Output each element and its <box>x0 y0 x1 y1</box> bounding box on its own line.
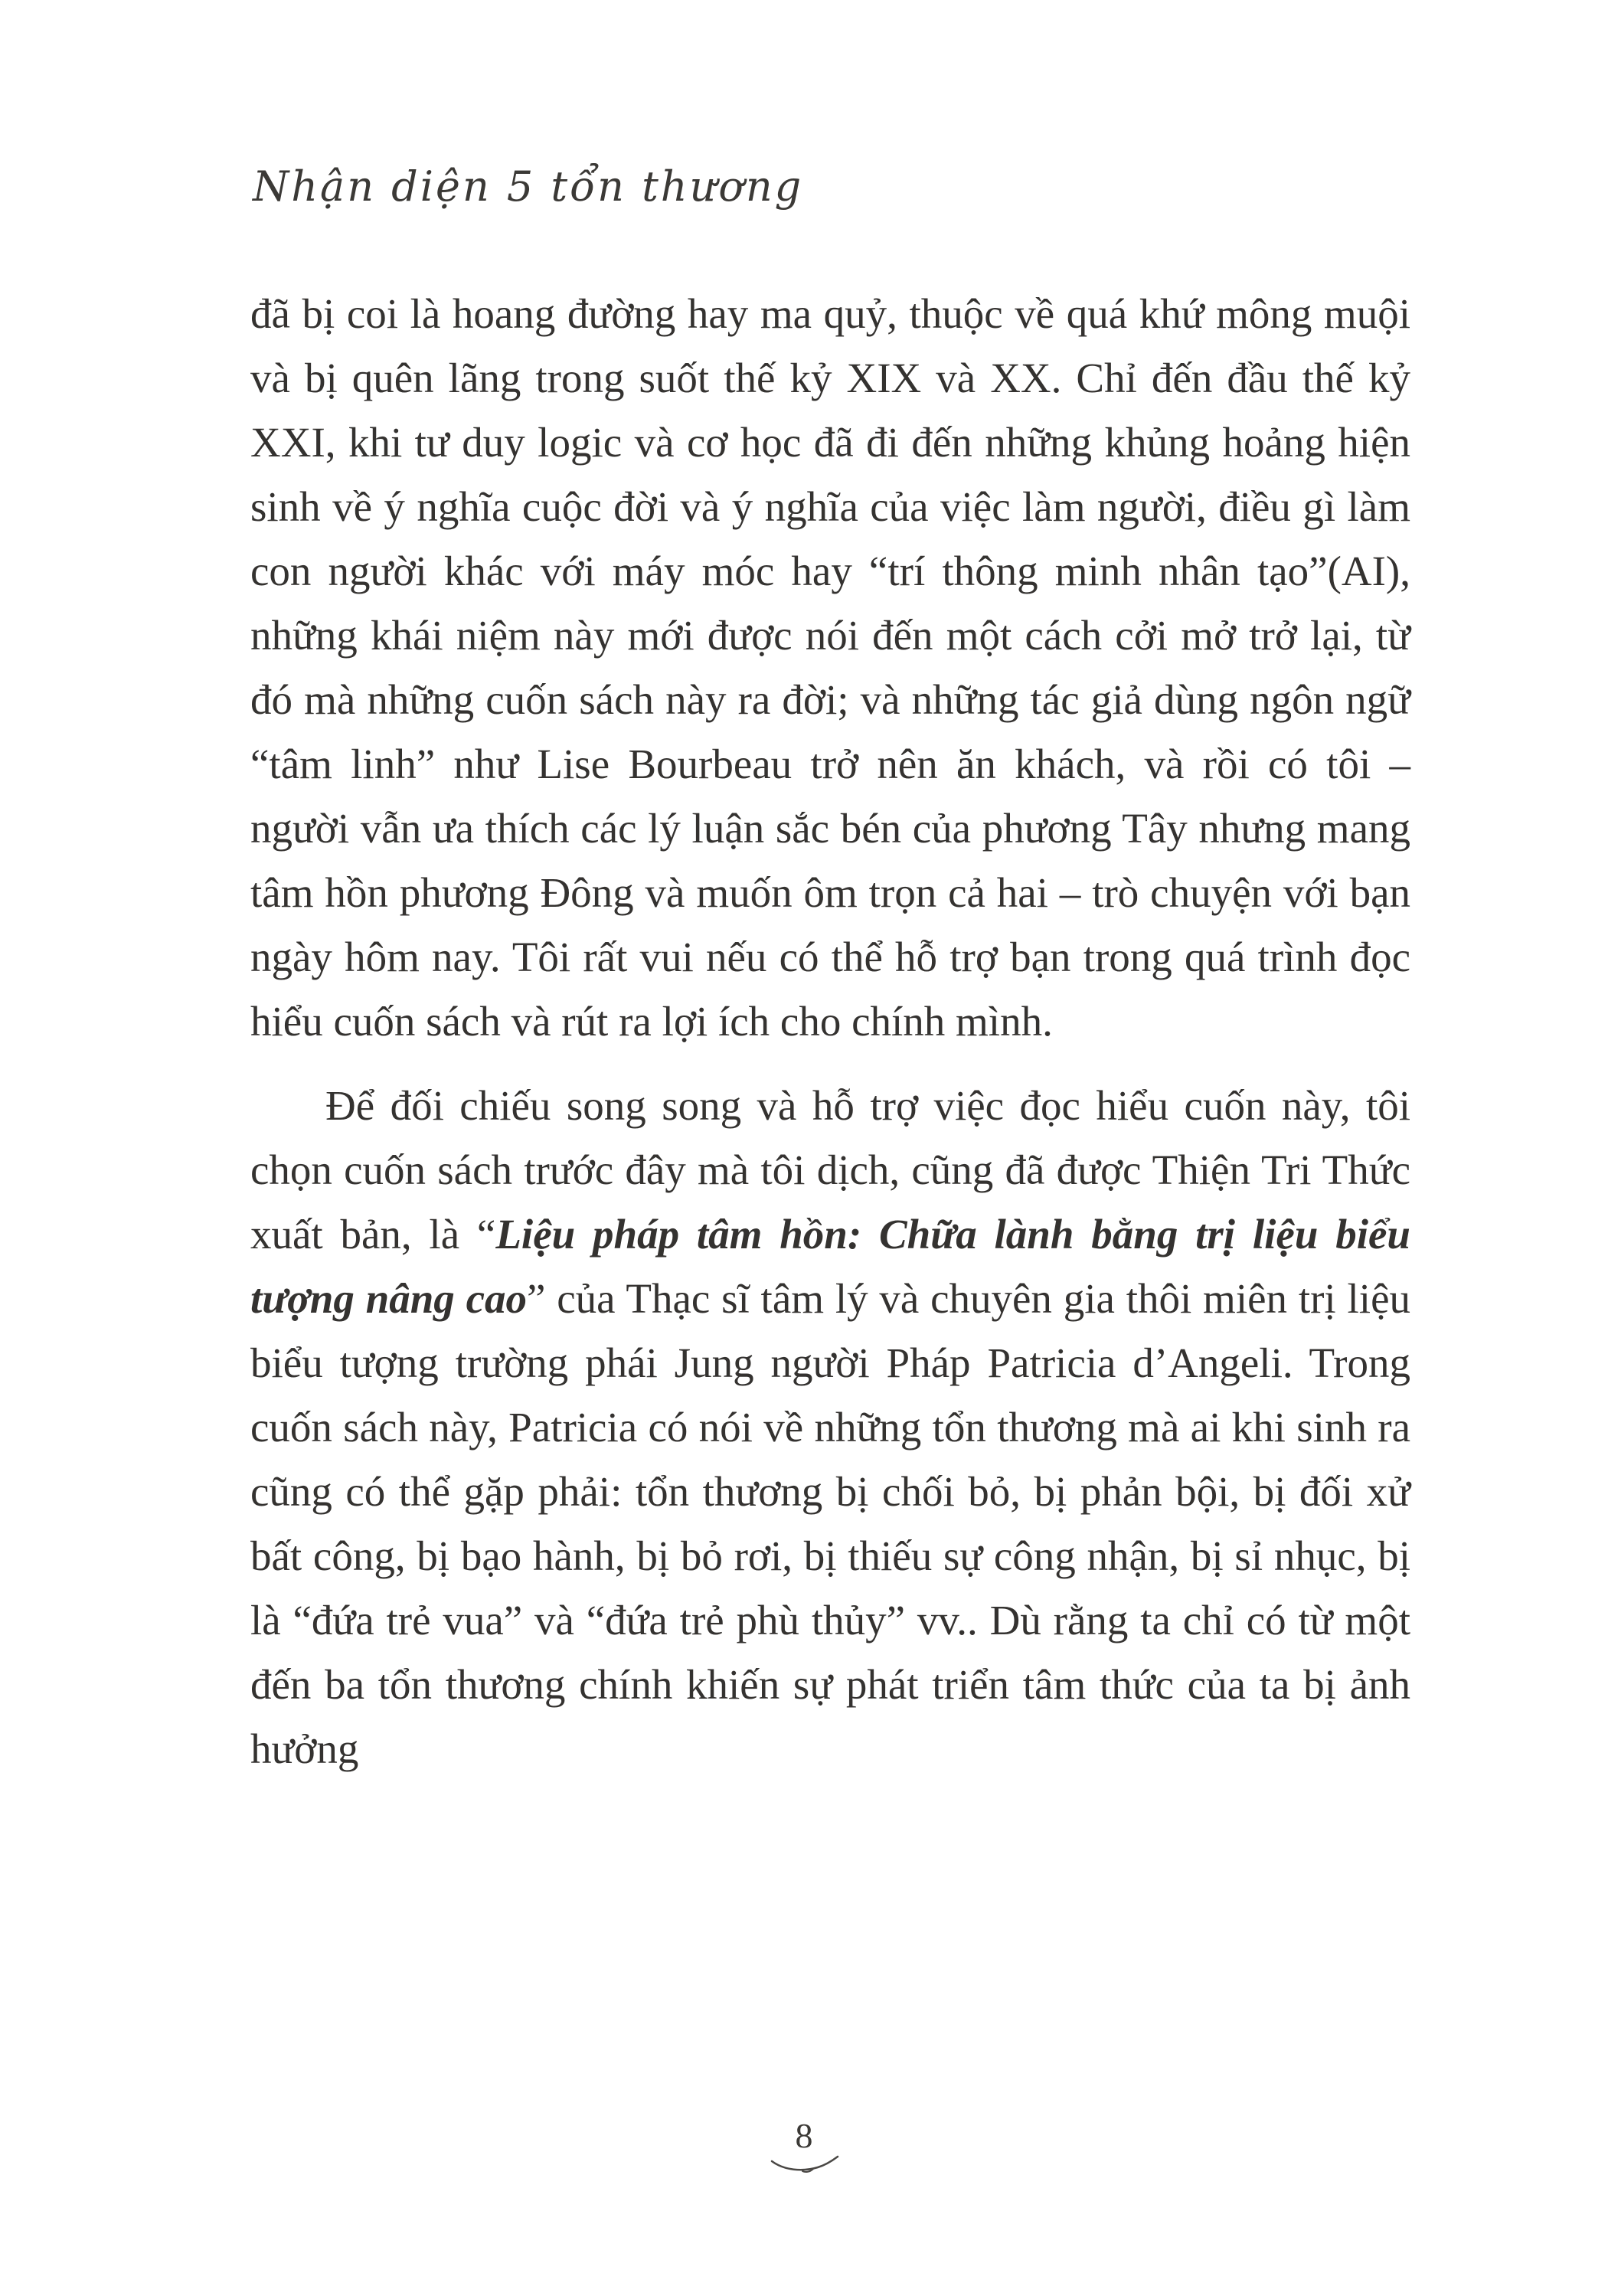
paragraph <box>250 282 1410 1054</box>
paragraph-text: ” của Thạc sĩ tâm lý và chuyên gia thôi miên trị liệu biểu tượng trường phái Jung người Pháp Patricia d’Angeli. Trong cuốn sách này, Patricia có nói về những tổn thương mà ai khi sinh ra cũng có thể gặp phải: tổn thương bị chối bỏ, bị phản bội, bị đối xử bất công, bị bạo hành, bị bỏ rơi, bị thiếu sự công nhận, bị sỉ nhục, bị là “đứa trẻ vua” và “đứa trẻ phù thủy” vv.. Dù rằng ta chỉ có từ một đến ba tổn thương chính khiến sự phát triển tâm thức của ta bị ảnh hưởng <box>250 1275 1410 1772</box>
page-number: 8 <box>795 2116 813 2155</box>
book-title-emphasis: Liệu pháp tâm hồn: Chữa lành bằng trị liệu biểu tượng nâng cao <box>250 1211 1410 1322</box>
swash-ornament <box>767 2155 841 2175</box>
paragraph-text: Để đối chiếu song song và hỗ trợ việc đọc hiểu cuốn này, tôi chọn cuốn sách trước đây mà tôi dịch, cũng đã được Thiện Tri Thức xuất bản, là “ <box>250 1082 1410 1258</box>
paragraph <box>250 1074 1410 1781</box>
body-text <box>250 282 1410 1781</box>
running-header: Nhận diện 5 tổn thương <box>253 162 804 211</box>
page-footer <box>0 2118 1608 2175</box>
paragraph-text: đã bị coi là hoang đường hay ma quỷ, thuộc về quá khứ mông muội và bị quên lãng trong suốt thế kỷ XIX và XX. Chỉ đến đầu thế kỷ XXI, khi tư duy logic và cơ học đã đi đến những khủng hoảng hiện sinh về ý nghĩa cuộc đời và ý nghĩa của việc làm người, điều gì làm con người khác với máy móc hay “trí thông minh nhân tạo”(AI), những khái niệm này mới được nói đến một cách cởi mở trở lại, từ đó mà những cuốn sách này ra đời; và những tác giả dùng ngôn ngữ “tâm linh” như Lise Bourbeau trở nên ăn khách, và rồi có tôi – người vẫn ưa thích các lý luận sắc bén của phương Tây nhưng mang tâm hồn phương Đông và muốn ôm trọn cả hai – trò chuyện với bạn ngày hôm nay. Tôi rất vui nếu có thể hỗ trợ bạn trong quá trình đọc hiểu cuốn sách và rút ra lợi ích cho chính mình. <box>250 290 1410 1045</box>
